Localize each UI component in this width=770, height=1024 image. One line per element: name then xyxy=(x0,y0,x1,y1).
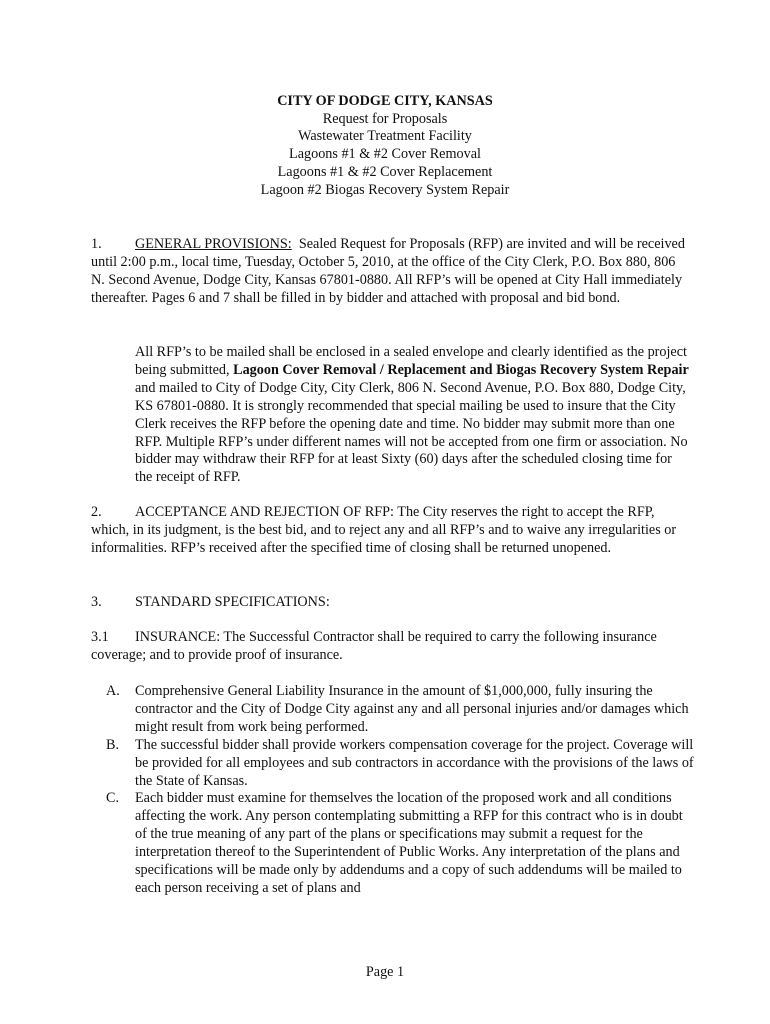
document-header xyxy=(0,93,770,199)
section-3-standard-specifications xyxy=(91,594,691,612)
section-2-acceptance-rejection xyxy=(91,504,691,558)
section-1-heading: GENERAL PROVISIONS: xyxy=(135,236,292,252)
list-marker-c: C. xyxy=(106,790,120,807)
list-item xyxy=(106,790,696,897)
header-line-cover-removal: Lagoons #1 & #2 Cover Removal xyxy=(289,146,481,163)
header-line-rfp: Request for Proposals xyxy=(322,110,448,127)
document-title: CITY OF DODGE CITY, KANSAS xyxy=(277,93,493,109)
insurance-requirements-list xyxy=(106,683,696,898)
list-item-b-text: The successful bidder shall provide workers compensation coverage for the project. Coverage will be provided for all employees and sub contractors in accordance with the provisions of the laws of the State of Kansas. xyxy=(135,736,694,789)
mailing-paragraph-rest: and mailed to City of Dodge City, City Clerk, 806 N. Second Avenue, P.O. Box 880, Dodge City, KS 67801-0880. It is strongly recommended that special mailing be used to insure that the City Clerk receives the RFP before the opening date and time. No bidder may submit more than one RFP. Multiple RFP’s under different names will not be accepted from one firm or association. No bidder may withdraw their RFP for at least Sixty (60) days after the scheduled closing time for the receipt of RFP. xyxy=(135,379,688,486)
section-1-mailing-paragraph xyxy=(135,344,691,487)
section-3-1-insurance xyxy=(91,629,691,665)
list-item-c-text: Each bidder must examine for themselves the location of the proposed work and all conditions affecting the work. Any person contemplating submitting a RFP for this contract who is in doubt of the true meaning of any part of the plans or specifications may submit a request for the interpretation thereof to the Superintendent of Public Works. Any interpretation of the plans and specifications will be made only by addendums and a copy of such addendums will be mailed to each person receiving a set of plans and xyxy=(135,790,683,896)
section-1-text: Sealed Request for Proposals (RFP) are invited and will be received until 2:00 p.m., local time, Tuesday, October 5, 2010, at the office of the City Clerk, P.O. Box 880, 806 N. Second Avenue, Dodge City, Kansas 67801-0880. All RFP’s will be opened at City Hall immediately thereafter. Pages 6 and 7 shall be filled in by bidder and attached with proposal and bid bond. xyxy=(91,236,685,306)
section-1-general-provisions xyxy=(91,236,691,308)
list-item xyxy=(106,683,696,737)
header-line-cover-replacement: Lagoons #1 & #2 Cover Replacement xyxy=(277,163,493,180)
section-1-number: 1. xyxy=(91,236,102,252)
page-number: Page 1 xyxy=(365,964,405,980)
section-3-number: 3. xyxy=(91,594,102,610)
header-line-facility: Wastewater Treatment Facility xyxy=(298,128,472,145)
section-3-1-text: INSURANCE: The Successful Contractor shall be required to carry the following insurance coverage; and to provide proof of insurance. xyxy=(91,629,657,663)
section-2-number: 2. xyxy=(91,504,102,520)
list-item-a-text: Comprehensive General Liability Insurance in the amount of $1,000,000, fully insuring the contractor and the City of Dodge City against any and all personal injuries and/or damages which might result from work being performed. xyxy=(135,683,689,735)
list-item xyxy=(106,737,696,791)
section-3-1-number: 3.1 xyxy=(91,629,109,645)
header-line-biogas-repair: Lagoon #2 Biogas Recovery System Repair xyxy=(260,181,510,198)
mailing-paragraph-intro: All RFP’s to be mailed shall be enclosed in a sealed envelope and clearly identified as the project being submitted, xyxy=(135,344,687,378)
section-3-text: STANDARD SPECIFICATIONS: xyxy=(135,594,330,610)
section-2-text: ACCEPTANCE AND REJECTION OF RFP: The City reserves the right to accept the RFP, which, in its judgment, is the best bid, and to reject any and all RFP’s and to waive any irregularities or informalities. RFP’s received after the specified time of closing shall be returned unopened. xyxy=(91,504,677,556)
project-name-bold: Lagoon Cover Removal / Replacement and Biogas Recovery System Repair xyxy=(233,361,689,378)
list-marker-a: A. xyxy=(106,683,120,699)
list-marker-b: B. xyxy=(106,736,120,753)
